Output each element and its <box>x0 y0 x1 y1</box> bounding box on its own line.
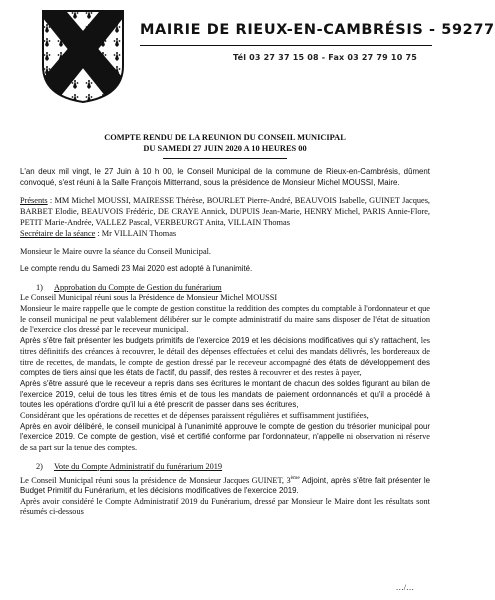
section-1-heading <box>20 283 430 294</box>
report-body <box>20 133 430 518</box>
presents-paragraph <box>20 196 430 228</box>
previous-report-adoption: Le compte rendu du Samedi 23 Mai 2020 est adopté à l'unanimité. <box>20 263 253 273</box>
title-underline <box>140 45 432 46</box>
section-1-p2: Monsieur le maire rappelle que le compte de gestion constitue la reddition des comptes du comptable à l'ordonnateur et que le conseil municipal ne peut valablement délibérer sur le compte administratif du maire sans disposer de l'état de situation de l'exercice clos dressé par le receveur municipal. <box>20 304 430 335</box>
presents-list: : MM Michel MOUSSI, MAIRESSE Thérèse, BOURLET Pierre-André, BEAUVOIS Isabelle, GUINET Jacques, BARBET Elodie, BEAUVOIS Frédéric, DE CRAYE Annick, DUPUIS Jean-Marie, HENRY Michel, PARIS Annie-Flore, PETIT Marie-Andrée, VALLEZ Pascal, VERBEURGT Anita, VILLAIN Thomas <box>20 196 430 227</box>
page-continuation-mark: …/… <box>395 583 414 592</box>
section-1-title: Approbation du Compte de Gestion du funérarium <box>54 282 222 292</box>
section-1-p6: Après en avoir délibéré, le conseil municipal à l'unanimité approuve le compte de gestion du trésorier municipal pour l'exercice 2019. Ce compte de gestion, visé et certifié conforme par l'ordonnateur, n'appelle ni observation ni réserve de sa part sur la tenue des comptes. <box>20 421 430 453</box>
section-2-title: Vote du Compte Administratif du funérarium 2019 <box>54 461 223 471</box>
section-2-heading <box>20 462 430 473</box>
contact-phone-fax: Tél 03 27 37 15 08 - Fax 03 27 79 10 75 <box>233 53 417 62</box>
section-2-number: 2) <box>36 461 43 471</box>
section-1-p4: Après s'être assuré que le receveur a repris dans ses écritures le montant de chacun des soldes figurant au bilan de l'exercice 2019, celui de tous les titres émis et de tous les mandats de paiement ordonnancés et qu'il a procédé à toutes les opérations d'ordre qu'il lui a été prescrit de passer dans ses écritures, <box>20 378 430 410</box>
section-1-p5: Considérant que les opérations de recettes et de dépenses paraissent régulières et suffisamment justifiées, <box>20 411 369 421</box>
section-1-number: 1) <box>36 282 43 292</box>
opening-paragraph: Monsieur le Maire ouvre la séance du Conseil Municipal. <box>20 247 212 257</box>
section-1-p1: Le Conseil Municipal réuni sous la Présidence de Monsieur Michel MOUSSI <box>20 293 278 303</box>
secretaire-name: : Mr VILLAIN Thomas <box>95 228 177 238</box>
report-title-line-1: COMPTE RENDU DE LA REUNION DU CONSEIL MUNICIPAL <box>104 133 346 142</box>
letterhead <box>0 0 495 110</box>
secretaire-paragraph <box>20 229 430 240</box>
mairie-title: MAIRIE DE RIEUX-EN-CAMBRÉSIS - 59277 <box>140 22 495 38</box>
presents-label: Présents <box>20 196 48 206</box>
section-2-p1: Le Conseil Municipal réuni sous la présidence de Monsieur Jacques GUINET, 3ème Adjoint, après s'être fait présenter le Budget Primitif du Funérarium, et les décisions modificatives de l'exercice 2019. <box>20 474 431 496</box>
coat-of-arms-logo <box>40 8 126 104</box>
secretaire-label: Secrétaire de la séance <box>20 228 96 238</box>
report-title-line-2: DU SAMEDI 27 JUIN 2020 A 10 HEURES 00 <box>143 143 307 153</box>
section-1-p3: Après s'être fait présenter les budgets primitifs de l'exercice 2019 et les décisions modificatives qui s'y rattachent, les titres définitifs des créances à recouvrer, le détail des dépenses effectuées et celui des mandats délivrés, les bordereaux de titre de recettes, de mandats, le compte de gestion dressé par le receveur accompagné des états de développement des comptes de tiers ainsi que les états de l'actif, du passif, des restes à recouvrer et des restes à payer, <box>20 336 431 378</box>
intro-paragraph: L'an deux mil vingt, le 27 Juin à 10 h 00, le Conseil Municipal de la commune de Rieux-en-Cambrésis, dûment convoqué, s'est réuni à la Salle François Mitterrand, sous la présidence de Monsieur Michel MOUSSI, Maire. <box>20 167 430 187</box>
title-separator <box>163 158 287 159</box>
section-2-p2: Après avoir considéré le Compte Administratif 2019 du Funérarium, dressé par Monsieur le Maire dont les résultats sont résumés ci-dessous <box>20 496 430 517</box>
